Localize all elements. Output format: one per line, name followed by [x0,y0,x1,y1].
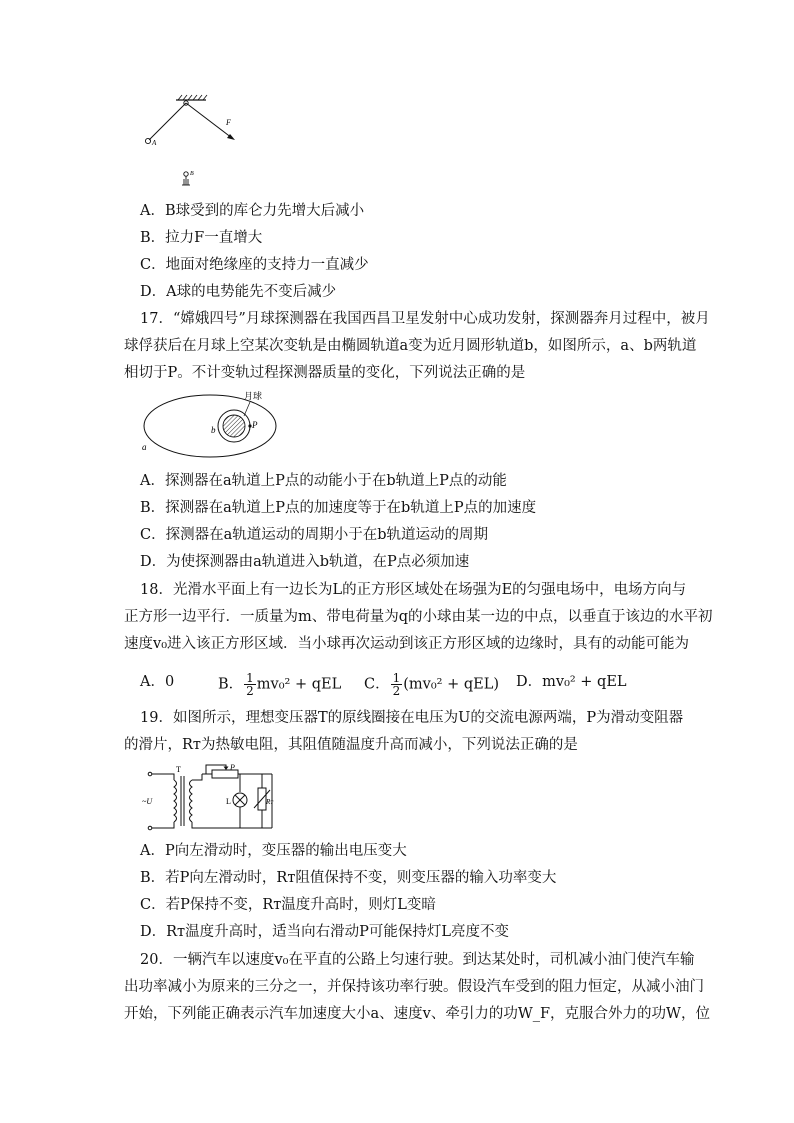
q18-option-c-fraction [391,672,403,697]
primary-wire-top [152,774,174,780]
q19-stem-line-1: 19．如图所示，理想变压器T的原线圈接在电压为U的交流电源两端，P为滑动变阻器 [140,710,684,726]
q19-circuit-figure [140,762,276,836]
secondary-wire-top [192,774,202,780]
q17-option-c: C．探测器在a轨道运动的周期小于在b轨道运动的周期 [140,527,489,543]
secondary-coil [190,780,193,822]
q19-option-c: C．若P保持不变，Rᴛ温度升高时，则灯L变暗 [140,897,436,913]
q16-option-d: D．A球的电势能先不变后减少 [140,284,337,300]
fraction-denominator: 2 [392,684,401,698]
input-terminal-bottom [148,826,152,830]
q20-stem-line-1: 20．一辆汽车以速度v₀在平直的公路上匀速行驶。到达某处时，司机减小油门使汽车输 [140,952,695,968]
ball-A [145,138,150,143]
label-A: A [152,139,157,147]
q17-option-a: A．探测器在a轨道上P点的动能小于在b轨道上P点的动能 [140,473,507,489]
q16-option-a: A．B球受到的库仑力先增大后减小 [140,203,365,219]
q17-stem-line-1: 17．“嫦娥四号”月球探测器在我国西昌卫星发射中心成功发射，探测器奔月过程中，被月 [140,311,710,327]
q17-orbit-figure [140,386,290,460]
primary-wire-bottom [152,822,174,828]
q18-stem-line-3: 速度v₀进入该正方形区域．当小球再次运动到该正方形区域的边缘时，具有的动能可能为 [124,636,690,652]
q16-option-c: C．地面对绝缘座的支持力一直减少 [140,257,369,273]
q17-stem-line-2: 球俘获后在月球上空某次变轨是由椭圆轨道a变为近月圆形轨道b，如图所示，a、b两轨道 [124,338,697,354]
q18-option-b-prefix: B． [218,676,244,693]
ball-B-on-stand [182,172,190,185]
q19-option-a: A．P向左滑动时，变压器的输出电压变大 [140,843,407,859]
fraction-numerator: 1 [392,671,401,685]
q18-option-c-expression: (mv₀² + qEL) [403,676,499,693]
q16-option-b: B．拉力F一直增大 [140,230,263,246]
ceiling-hatch [178,95,207,100]
q18-option-c [364,672,499,697]
q20-stem-line-3: 开始，下列能正确表示汽车加速度大小a、速度v、牵引力的功W_F，克服合外力的功W，位 [124,1006,710,1022]
moon-label-leader [244,402,250,416]
q18-option-b [218,672,341,697]
q19-stem-line-2: 的滑片，Rᴛ为热敏电阻，其阻值随温度升高而减小，下列说法正确的是 [124,737,578,753]
thread [149,103,186,140]
label-P: P [252,420,258,430]
q17-option-d: D．为使探测器由a轨道进入b轨道，在P点必须加速 [140,554,470,570]
secondary-wire-bottom [192,822,202,828]
q18-stem-line-2: 正方形一边平行．一质量为m、带电荷量为q的小球由某一边的中点，以垂直于该边的水平初 [124,609,713,625]
q18-option-b-expression: mv₀² + qEL [256,676,342,693]
q18-stem-line-1: 18．光滑水平面上有一边长为L的正方形区域处在场强为E的匀强电场中，电场方向与 [140,582,687,598]
q16-figure [140,94,250,194]
q17-option-b: B．探测器在a轨道上P点的加速度等于在b轨道上P点的加速度 [140,500,537,516]
moon [223,415,245,437]
slider-P-arrowhead [224,767,229,771]
label-U: ~U [142,797,153,806]
label-b: b [211,425,216,435]
label-T: T [176,765,181,774]
label-P: P [230,763,235,772]
q20-stem-line-2: 出功率减小为原来的三分之一，并保持该功率行驶。假设汽车受到的阻力恒定，从减小油门 [124,979,704,995]
label-L: L [226,797,231,806]
primary-coil [174,780,177,822]
label-F: F [226,118,231,127]
q18-option-b-fraction [244,672,256,697]
q19-option-b: B．若P向左滑动时，Rᴛ阻值保持不变，则变压器的输入功率变大 [140,870,557,886]
label-a: a [142,442,147,452]
q18-option-d: D．mv₀² + qEL [516,674,627,690]
label-RT: Rᴛ [266,798,273,806]
q17-stem-line-3: 相切于P。不计变轨过程探测器质量的变化，下列说法正确的是 [124,365,526,381]
label-B: B [190,171,194,177]
q19-option-d: D．Rᴛ温度升高时，适当向右滑动P可能保持灯L亮度不变 [140,924,509,940]
q18-option-a: A．0 [140,674,175,690]
fraction-denominator: 2 [246,684,254,698]
fraction-numerator: 1 [246,671,254,685]
label-moon: 月球 [244,392,263,402]
q18-option-c-prefix: C． [364,676,390,693]
input-terminal-top [148,772,152,776]
